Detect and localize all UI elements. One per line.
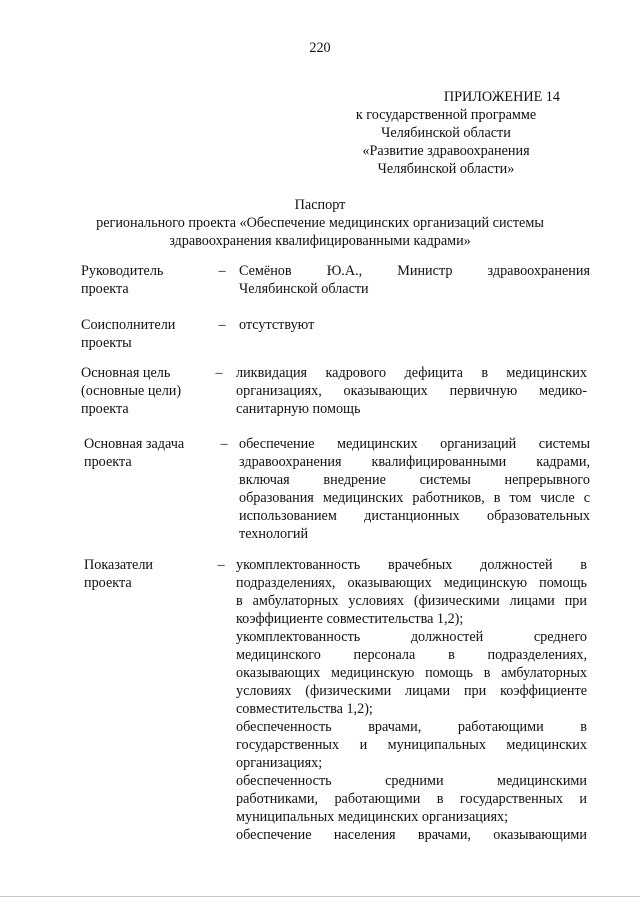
row-value-line: работниками, работающими в государственных и (236, 791, 587, 807)
row-value-line: обеспеченность средними медицинскими (236, 773, 587, 789)
row-value-line: обеспечение населения врачами, оказывающими (236, 827, 587, 843)
row-value-line: Семёнов Ю.А., Министр здравоохранения (239, 263, 590, 279)
row-dash: – (217, 557, 225, 573)
appendix-line: к государственной программе (355, 107, 537, 123)
appendix-line: Челябинской области» (377, 161, 515, 177)
row-label (84, 556, 153, 592)
passport-subtitle-line: регионального проекта «Обеспечение медицинских организаций системы (96, 215, 544, 231)
row-label (81, 364, 181, 418)
row-label-line: (основные цели) (81, 383, 182, 399)
row-value-line: укомплектованность врачебных должностей в (236, 557, 587, 573)
row-dash: – (220, 436, 228, 452)
row-label-line: Соисполнители (81, 317, 176, 333)
row-label (81, 316, 175, 352)
passport-subtitle-line: здравоохранения квалифицированными кадрами» (169, 233, 471, 249)
passport-title: Паспорт (294, 197, 346, 213)
row-label-line: проекта (84, 454, 132, 470)
row-value-line: медицинского персонала в подразделениях, (236, 647, 587, 663)
row-value-line: включая внедрение системы непрерывного (239, 472, 590, 488)
row-value (239, 316, 590, 334)
row-value-line: Челябинской области (239, 281, 369, 297)
row-value-line: ликвидация кадрового дефицита в медицинских (236, 365, 587, 381)
row-value-line: образования медицинских работников, в том числе с (239, 490, 590, 506)
row-value-line: обеспечение медицинских организаций системы (239, 436, 590, 452)
row-label-line: Основная цель (81, 365, 171, 381)
row-label-line: проекты (81, 335, 132, 351)
row-label (84, 435, 184, 471)
row-value-line: санитарную помощь (236, 401, 361, 417)
page-bottom-divider (0, 896, 640, 897)
row-label-line: Показатели (84, 557, 154, 573)
row-value-line: обеспеченность врачами, работающими в (236, 719, 587, 735)
row-value-line: в амбулаторных условиях (физическими лицами при (236, 593, 587, 609)
row-value-line: муниципальных медицинских организациях; (236, 809, 509, 825)
page-number: 220 (309, 40, 331, 56)
row-label-line: проекта (81, 281, 129, 297)
row-value-line: коэффициенте совместительства 1,2); (236, 611, 464, 627)
appendix-line: «Развитие здравоохранения (362, 143, 530, 159)
row-value-line: технологий (239, 526, 309, 542)
row-value-line: отсутствуют (239, 317, 315, 333)
row-dash: – (218, 263, 226, 279)
row-value-line: организациях, оказывающих первичную медико- (236, 383, 587, 399)
row-label-line: Руководитель (81, 263, 164, 279)
appendix-line: Челябинской области (381, 125, 511, 141)
row-value (239, 435, 590, 543)
row-value-line: государственных и муниципальных медицинских (236, 737, 587, 753)
passport-heading (0, 196, 640, 250)
row-value-line: совместительства 1,2); (236, 701, 373, 717)
row-value-line: укомплектованность должностей среднего (236, 629, 587, 645)
row-value-line: подразделениях, оказывающих медицинскую помощь (236, 575, 587, 591)
row-value-line: организациях; (236, 755, 323, 771)
row-dash: – (215, 365, 223, 381)
row-value (236, 556, 587, 844)
row-value-line: использованием дистанционных образовательных (239, 508, 590, 524)
row-value-line: здравоохранения квалифицированными кадрами, (239, 454, 590, 470)
row-label-line: Основная задача (84, 436, 185, 452)
appendix-title: ПРИЛОЖЕНИЕ 14 (443, 89, 560, 105)
row-value-line: условиях (физическими лицами при коэффициенте (236, 683, 587, 699)
row-value-line: оказывающих медицинскую помощь в амбулаторных (236, 665, 587, 681)
row-label-line: проекта (81, 401, 129, 417)
row-value (239, 262, 590, 298)
row-dash: – (218, 317, 226, 333)
row-value (236, 364, 587, 418)
row-label-line: проекта (84, 575, 132, 591)
appendix-header (306, 88, 586, 178)
row-label (81, 262, 163, 298)
